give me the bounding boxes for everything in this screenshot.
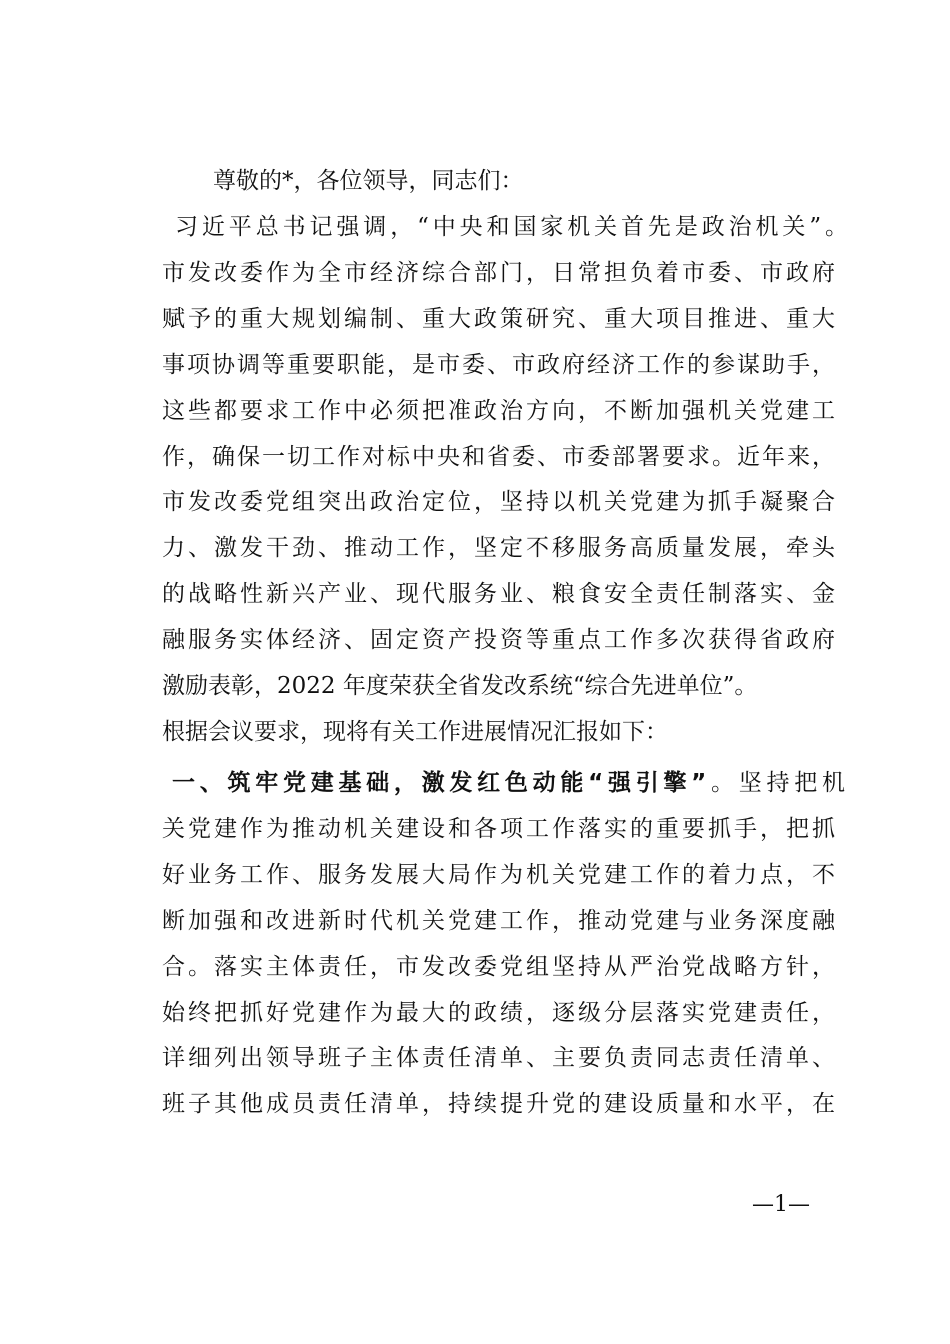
paragraph-line: 力、激发干劲、推动工作，坚定不移服务高质量发展，牵头 (162, 535, 835, 562)
paragraph-line: 这些都要求工作中必须把准政治方向，不断加强机关党建工 (162, 397, 835, 424)
paragraph-line: 作，确保一切工作对标中央和省委、市委部署要求。近年来， (162, 443, 835, 470)
paragraph-line: 激励表彰，2022 年度荣获全省发改系统“综合先进单位”。 (162, 673, 758, 699)
paragraph-line: 好业务工作、服务发展大局作为机关党建工作的着力点，不 (162, 861, 835, 888)
section-1-heading: 一、筑牢党建基础，激发红色动能“强引擎” (172, 770, 707, 796)
paragraph-line: 班子其他成员责任清单，持续提升党的建设质量和水平，在 (162, 1091, 835, 1118)
paragraph-line: 始终把抓好党建作为最大的政绩，逐级分层落实党建责任， (162, 999, 835, 1026)
section-1-heading-tail: 。坚持把机 (706, 770, 845, 796)
paragraph-line: 合。落实主体责任，市发改委党组坚持从严治党战略方针， (162, 953, 835, 980)
paragraph-line: 断加强和改进新时代机关党建工作，推动党建与业务深度融 (162, 907, 835, 934)
section-1-heading-line (172, 768, 845, 798)
paragraph-line: 关党建作为推动机关建设和各项工作落实的重要抓手，把抓 (162, 815, 835, 842)
paragraph-line: 市发改委党组突出政治定位，坚持以机关党建为抓手凝聚合 (162, 489, 835, 516)
paragraph-line: 事项协调等重要职能，是市委、市政府经济工作的参谋助手， (162, 351, 835, 378)
paragraph-line: 习近平总书记强调，“中央和国家机关首先是政治机关”。 (175, 214, 848, 240)
paragraph-line: 根据会议要求，现将有关工作进展情况汇报如下： (162, 718, 668, 745)
paragraph-line: 详细列出领导班子主体责任清单、主要负责同志责任清单、 (162, 1045, 835, 1072)
greeting: 尊敬的*，各位领导，同志们： (213, 168, 524, 194)
paragraph-line: 融服务实体经济、固定资产投资等重点工作多次获得省政府 (162, 627, 835, 654)
page-number: —1— (752, 1192, 810, 1217)
paragraph-line: 赋予的重大规划编制、重大政策研究、重大项目推进、重大 (162, 305, 835, 332)
paragraph-line: 市发改委作为全市经济综合部门，日常担负着市委、市政府 (162, 259, 835, 286)
paragraph-line: 的战略性新兴产业、现代服务业、粮食安全责任制落实、金 (162, 581, 835, 608)
